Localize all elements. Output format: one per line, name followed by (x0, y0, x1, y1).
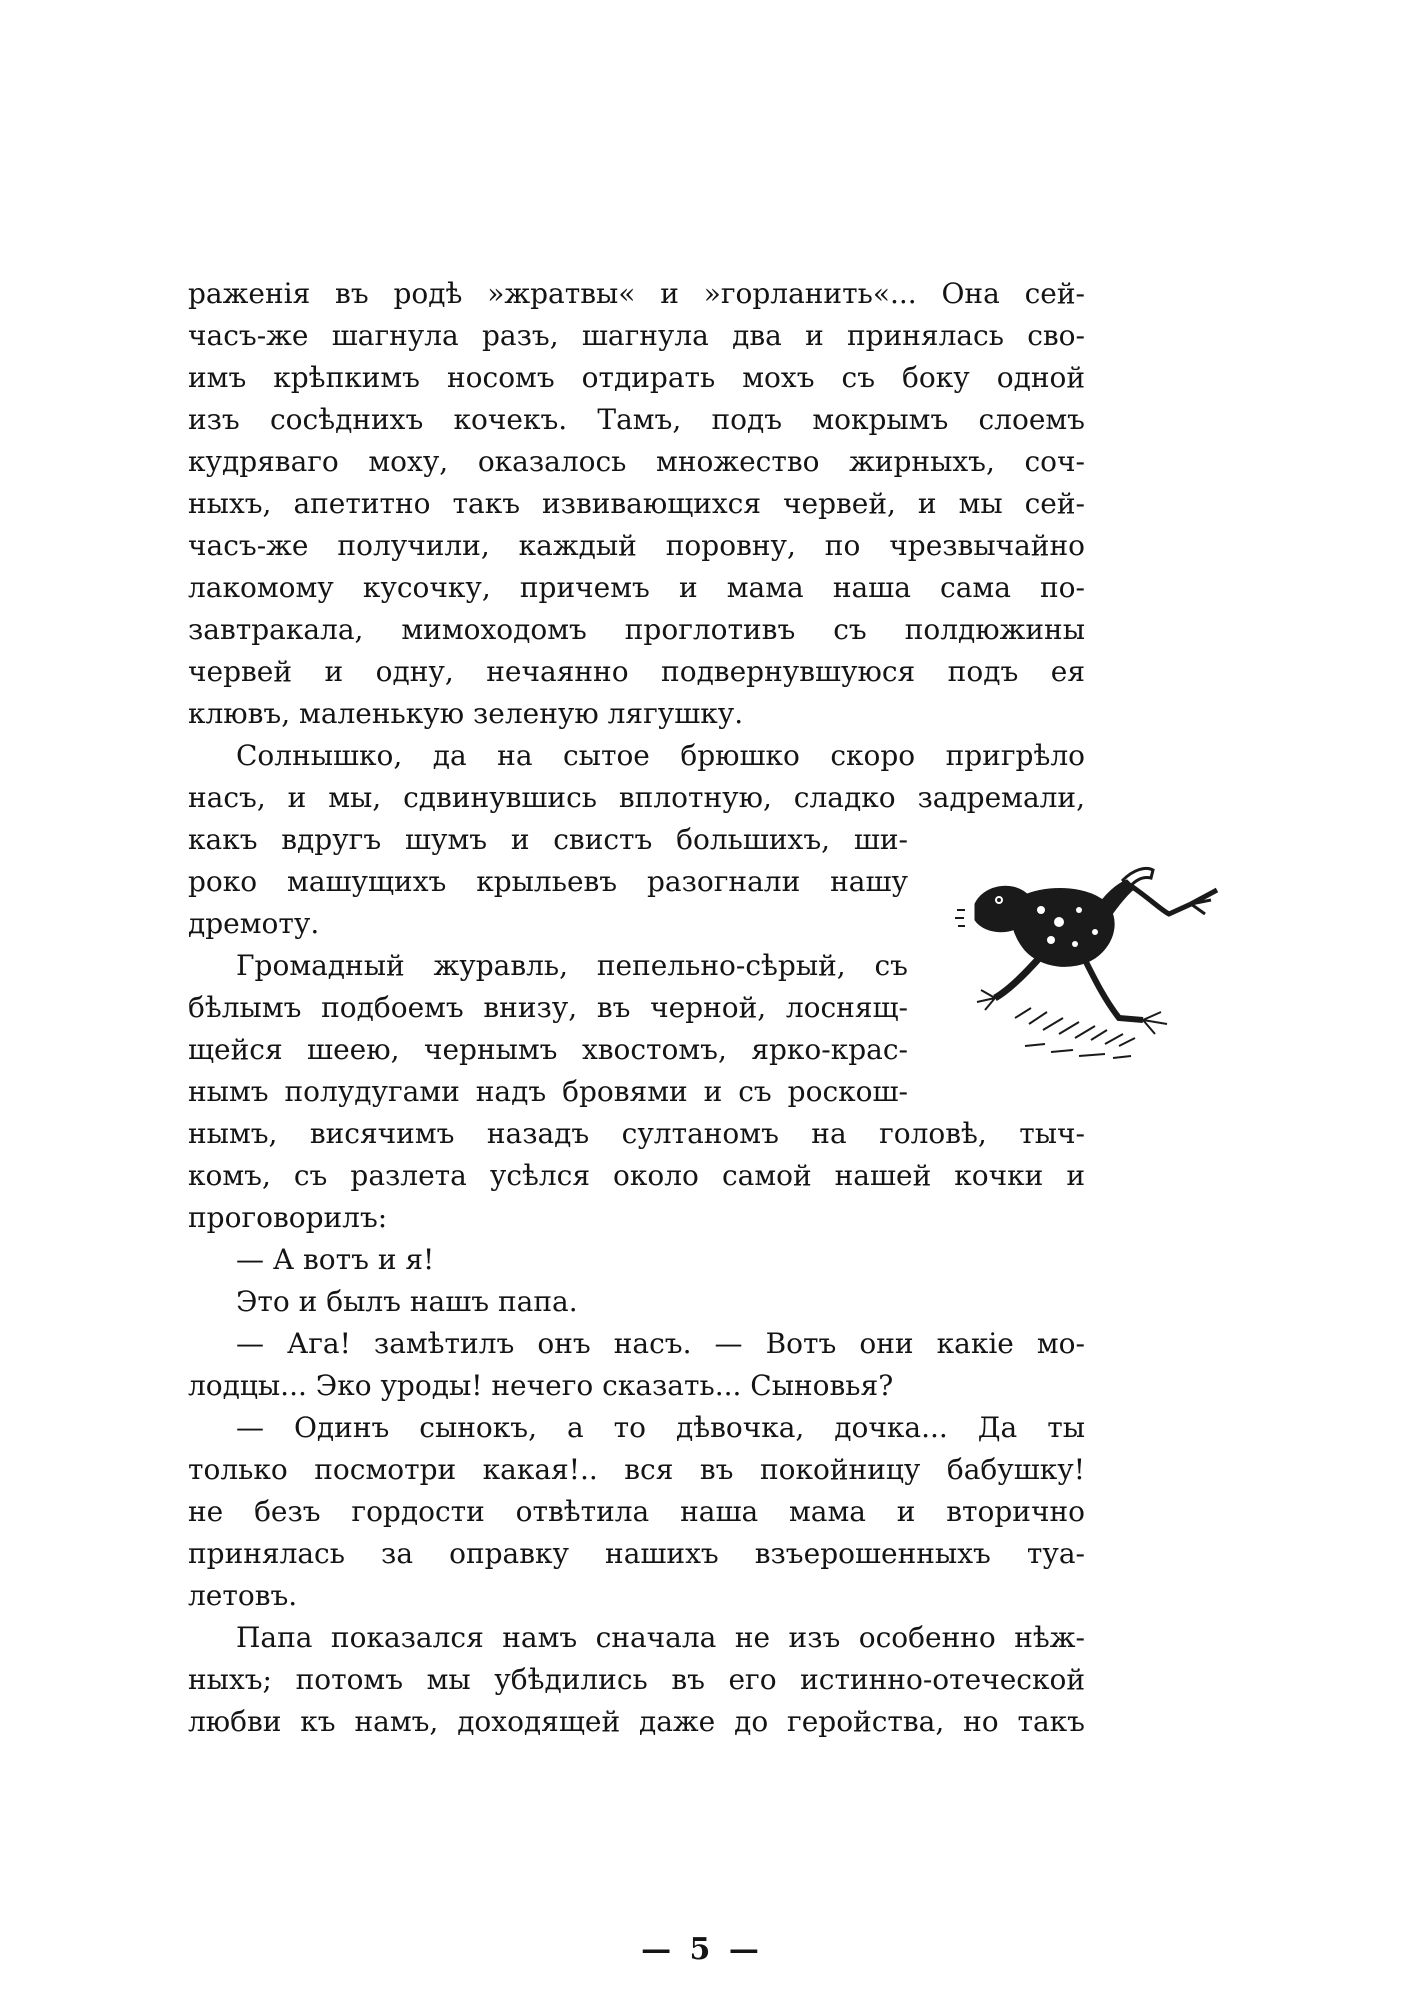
text-line: лодцы... Эко уроды! нечего сказать... Сыновья? (188, 1369, 894, 1402)
text-line: какъ вдругъ шумъ и свистъ большихъ, ши- (188, 823, 908, 856)
text-line: принялась за оправку нашихъ взъерошенныхъ туа- (188, 1537, 1085, 1570)
text-line: часъ-же получили, каждый поровну, по чрезвычайно (188, 529, 1085, 562)
text-line: червей и одну, нечаянно подвернувшуюся подъ ея (188, 655, 1085, 688)
text-line: комъ, съ разлета усѣлся около самой нашей кочки и (188, 1159, 1085, 1192)
text-line: нымъ полудугами надъ бровями и съ роскош- (188, 1075, 908, 1108)
text-line: часъ-же шагнула разъ, шагнула два и принялась сво- (188, 319, 1085, 352)
text-line: кудряваго моху, оказалось множество жирныхъ, соч- (188, 445, 1085, 478)
text-line: — А вотъ и я! (236, 1243, 435, 1276)
text-line: ныхъ, апетитно такъ извивающихся червей, и мы сей- (188, 487, 1085, 520)
text-line: нымъ, висячимъ назадъ султаномъ на головѣ, тыч- (188, 1117, 1085, 1150)
page-number: — 5 — (641, 1932, 763, 1967)
text-line: бѣлымъ подбоемъ внизу, въ черной, лоснящ- (188, 991, 908, 1024)
text-line: летовъ. (188, 1579, 298, 1612)
text-line: завтракала, мимоходомъ проглотивъ съ полдюжины (188, 613, 1085, 646)
text-line: Громадный журавль, пепельно-сѣрый, съ (236, 949, 908, 982)
text-line: щейся шеею, чернымъ хвостомъ, ярко-крас- (188, 1033, 908, 1066)
text-line: Это и былъ нашъ папа. (236, 1285, 578, 1318)
text-line: лакомому кусочку, причемъ и мама наша сама по- (188, 571, 1085, 604)
text-line: Солнышко, да на сытое брюшко скоро пригрѣло (236, 739, 1085, 772)
text-line: изъ сосѣднихъ кочекъ. Тамъ, подъ мокрымъ слоемъ (188, 403, 1085, 436)
text-line: насъ, и мы, сдвинувшись вплотную, сладко задремали, (188, 781, 1085, 814)
text-line: не безъ гордости отвѣтила наша мама и вторично (188, 1495, 1085, 1528)
text-line: клювъ, маленькую зеленую лягушку. (188, 697, 744, 730)
text-line: дремоту. (188, 907, 320, 940)
text-line: любви къ намъ, доходящей даже до геройства, но такъ (188, 1705, 1085, 1738)
text-line: Папа показался намъ сначала не изъ особенно нѣж- (236, 1621, 1085, 1654)
text-line: — Одинъ сынокъ, а то дѣвочка, дочка... Да ты (236, 1411, 1085, 1444)
frog-illustration (955, 840, 1225, 1070)
text-line: раженія въ родѣ »жратвы« и »горланить«... Она сей- (188, 277, 1085, 310)
text-line: — Ага! замѣтилъ онъ насъ. — Вотъ они какіе мо- (236, 1327, 1085, 1360)
text-line: роко машущихъ крыльевъ разогнали нашу (188, 865, 908, 898)
text-line: только посмотри какая!.. вся въ покойницу бабушку! (188, 1453, 1085, 1486)
text-line: имъ крѣпкимъ носомъ отдирать мохъ съ боку одной (188, 361, 1085, 394)
text-line: ныхъ; потомъ мы убѣдились въ его истинно-отеческой (188, 1663, 1085, 1696)
text-line: проговорилъ: (188, 1201, 388, 1234)
